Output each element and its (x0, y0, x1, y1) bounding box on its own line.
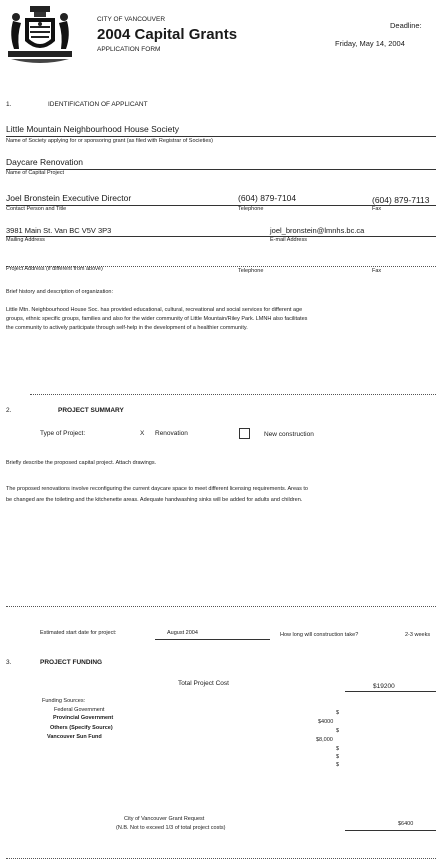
deadline-label: Deadline: (390, 21, 422, 30)
telephone-value[interactable]: (604) 879-7104 (238, 193, 297, 203)
start-date-value[interactable]: August 2004 (167, 630, 198, 636)
page-bottom-line (6, 858, 436, 859)
grant-request-line (345, 830, 436, 831)
source-blank-value-1[interactable]: $ (336, 746, 340, 752)
project-fax-caption: Fax (372, 268, 382, 274)
source-federal-value[interactable]: $ (336, 710, 340, 716)
society-name-line (6, 136, 436, 137)
section3-title: PROJECT FUNDING (40, 659, 103, 666)
city-name: CITY OF VANCOUVER (97, 16, 166, 23)
source-provincial-label: Provincial Government (53, 715, 114, 721)
project-address-caption: Project Address (if different from above) (6, 266, 103, 272)
source-blank-value-3[interactable]: $ (336, 762, 340, 768)
history-line-2[interactable]: groups, ethnic specific groups, families and also for the wider community of Little Mountain/Riley Park. LMNH also facilitates (6, 316, 308, 322)
start-date-label: Estimated start date for project: (40, 630, 117, 636)
contact-caption: Contact Person and Title (6, 206, 67, 212)
funding-sources-label: Funding Sources: (42, 698, 86, 704)
form-title: 2004 Capital Grants (97, 26, 238, 43)
source-others-label: Others (Specify Source) (50, 725, 113, 731)
section1-title: IDENTIFICATION OF APPLICANT (48, 101, 148, 108)
source-federal-label: Federal Government (54, 707, 105, 713)
project-name-caption: Name of Capital Project (6, 170, 65, 176)
total-cost-label: Total Project Cost (178, 680, 229, 687)
history-end-line (30, 394, 436, 395)
project-name-line (6, 169, 436, 170)
new-construction-checkbox[interactable] (239, 428, 250, 439)
project-type-label: Type of Project: (40, 430, 86, 437)
email-caption: E-mail Address (270, 237, 307, 243)
project-name-value[interactable]: Daycare Renovation (6, 157, 84, 167)
project-description-line-1[interactable]: The proposed renovations involve reconfiguring the current daycare space to meet different licensing requirements. Areas to (6, 486, 308, 492)
telephone-caption: Telephone (238, 206, 264, 212)
source-vancouver-sun-value[interactable]: $8,000 (316, 737, 333, 743)
section1-number: 1. (6, 101, 12, 108)
section2-number: 2. (6, 407, 12, 414)
source-others-value[interactable]: $ (336, 728, 340, 734)
start-date-line (155, 639, 270, 640)
form-subtitle: APPLICATION FORM (97, 46, 161, 53)
section3-number: 3. (6, 659, 12, 666)
address-value[interactable]: 3981 Main St. Van BC V5V 3P3 (6, 226, 112, 235)
society-name-caption: Name of Society applying for or sponsoring grant (as filed with Registrar of Societies) (6, 138, 213, 144)
project-description-line-2[interactable]: be changed are the toileting and the kitchenette areas. Adequate handwashing sinks will be added for adults and children. (6, 497, 303, 503)
source-vancouver-sun-label: Vancouver Sun Fund (47, 734, 102, 740)
deadline-date: Friday, May 14, 2004 (335, 39, 405, 48)
duration-label: How long will construction take? (280, 632, 359, 638)
description-end-line (6, 606, 436, 607)
duration-value[interactable]: 2-3 weeks (405, 632, 431, 638)
history-line-3[interactable]: the community to actively participate through self-help in the development of a healthier community. (6, 325, 248, 331)
total-cost-line (345, 691, 436, 692)
project-description-caption: Briefly describe the proposed capital project. Attach drawings. (6, 460, 157, 466)
new-construction-label: New construction (264, 431, 314, 438)
total-cost-value[interactable]: $19200 (373, 683, 395, 690)
grant-request-note: (N.B. Not to exceed 1/3 of total project costs) (116, 825, 226, 831)
fax-value[interactable]: (604) 879-7113 (372, 195, 430, 205)
renovation-option-label: Renovation (155, 430, 188, 437)
section2-title: PROJECT SUMMARY (58, 407, 124, 414)
history-caption: Brief history and description of organization: (6, 289, 114, 295)
address-line (6, 236, 436, 237)
city-crest-logo (5, 5, 75, 67)
society-name-value[interactable]: Little Mountain Neighbourhood House Society (6, 124, 179, 134)
grant-request-label: City of Vancouver Grant Request (124, 816, 205, 822)
address-caption: Mailing Address (6, 237, 45, 243)
fax-caption: Fax (372, 206, 382, 212)
grant-request-value[interactable]: $6400 (398, 821, 414, 827)
source-provincial-value[interactable]: $4000 (318, 719, 334, 725)
project-telephone-caption: Telephone (238, 268, 264, 274)
source-blank-value-2[interactable]: $ (336, 754, 340, 760)
renovation-check-mark[interactable]: X (140, 430, 145, 437)
history-line-1[interactable]: Little Mtn. Neighbourhood House Soc. has provided educational, cultural, recreational and social services for different age (6, 307, 303, 313)
email-value[interactable]: joel_bronstein@lmnhs.bc.ca (270, 226, 365, 235)
contact-value[interactable]: Joel Bronstein Executive Director (6, 193, 132, 203)
